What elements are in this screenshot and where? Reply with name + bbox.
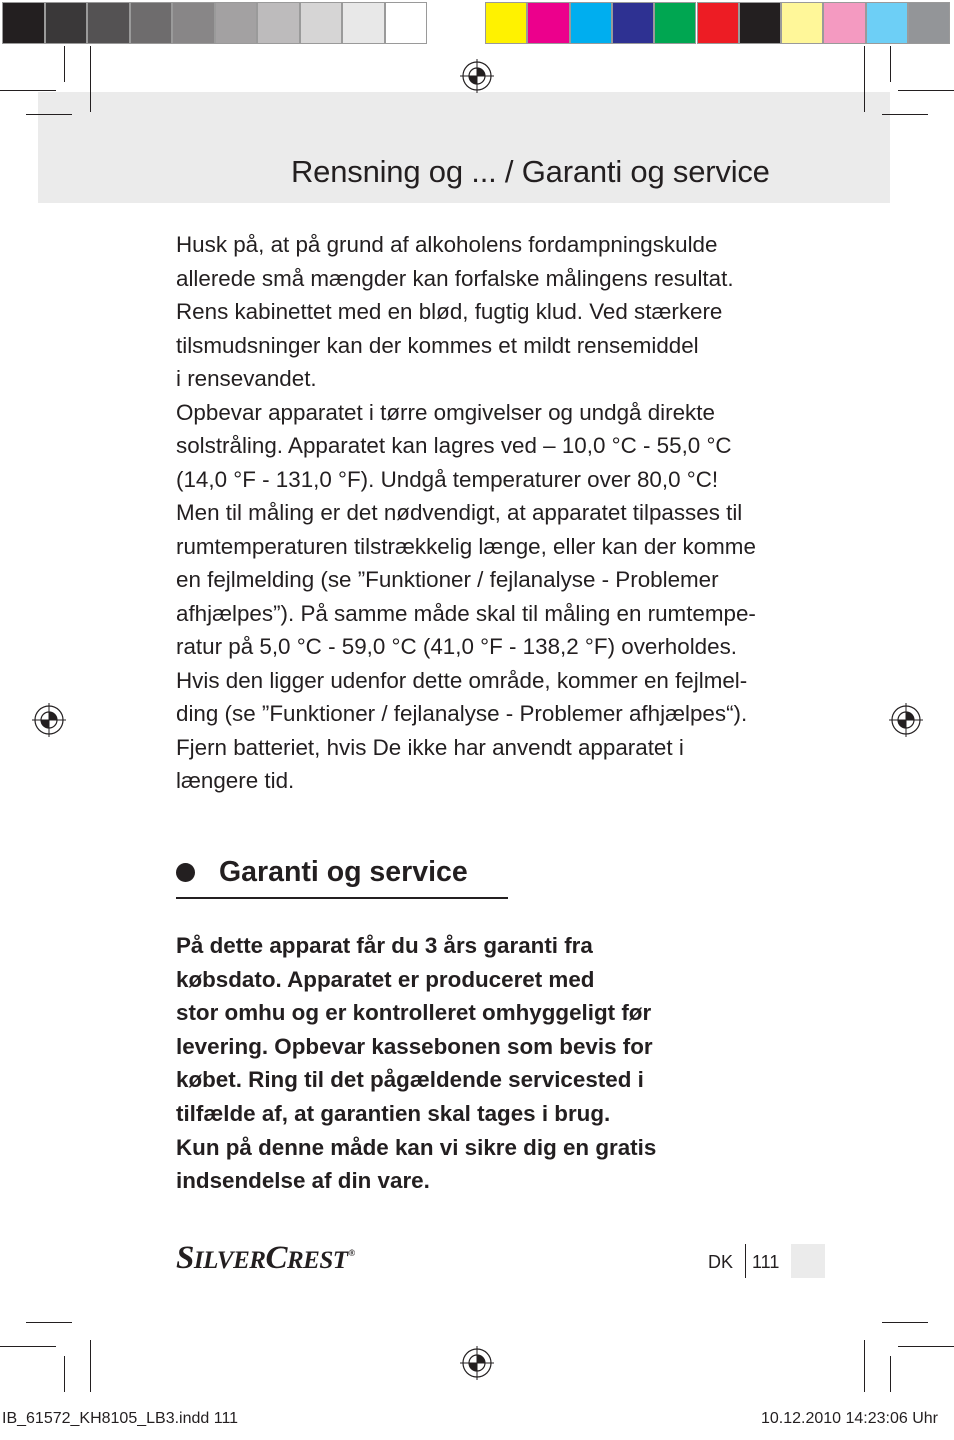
registration-target-icon	[32, 703, 66, 737]
crop-mark	[26, 1322, 72, 1323]
body-line: Opbevar apparatet i tørre omgivelser og undgå direkte	[176, 399, 715, 425]
page-tab-box	[791, 1244, 825, 1278]
crop-mark	[882, 114, 928, 115]
warranty-line: Kun på denne måde kan vi sikre dig en gratis	[176, 1134, 657, 1160]
color-swatch	[527, 2, 569, 44]
crop-mark	[26, 114, 72, 115]
color-swatch	[908, 2, 950, 44]
color-swatch	[385, 2, 428, 44]
color-swatch	[45, 2, 88, 44]
body-line: en fejlmelding (se ”Funktioner / fejlanalyse - Problemer	[176, 567, 719, 592]
warranty-line: På dette apparat får du 3 års garanti fra	[176, 933, 593, 958]
crop-mark	[64, 46, 65, 82]
body-line: rumtemperaturen tilstrækkelig længe, eller kan der komme	[176, 533, 756, 559]
body-line: Fjern batteriet, hvis De ikke har anvendt apparatet i	[176, 734, 684, 760]
color-swatch	[739, 2, 781, 44]
crop-mark	[898, 1346, 954, 1347]
print-slug-filename: IB_61572_KH8105_LB3.indd 111	[2, 1410, 239, 1427]
color-swatch	[823, 2, 865, 44]
color-swatch	[342, 2, 385, 44]
body-line: længere tid.	[176, 768, 295, 793]
body-line: ding (se ”Funktioner / fejlanalyse - Problemer afhjælpes“).	[176, 701, 748, 726]
color-swatch	[781, 2, 823, 44]
body-line: i rensevandet.	[176, 366, 317, 391]
warranty-line: stor omhu og er kontrolleret omhyggeligt før	[176, 1000, 652, 1026]
crop-mark	[90, 46, 91, 112]
registration-target-icon	[889, 703, 923, 737]
crop-mark	[882, 1322, 928, 1323]
color-swatch	[300, 2, 343, 44]
crop-mark	[890, 46, 891, 82]
body-line: Men til måling er det nødvendigt, at apparatet tilpasses til	[176, 500, 743, 525]
color-swatch	[485, 2, 527, 44]
color-swatch	[2, 2, 45, 44]
crop-mark	[64, 1356, 65, 1392]
color-swatch	[130, 2, 173, 44]
warranty-line: tilfælde af, at garantien skal tages i brug.	[176, 1100, 611, 1126]
page-number: 111	[752, 1252, 780, 1272]
warranty-line: indsendelse af din vare.	[176, 1168, 430, 1194]
body-line: afhjælpes”). På samme måde skal til måling en rumtempe-	[176, 600, 756, 626]
body-line: (14,0 °F - 131,0 °F). Undgå temperaturer over 80,0 °C!	[176, 466, 719, 492]
warranty-paragraph	[176, 929, 796, 1198]
footer-divider	[745, 1244, 746, 1278]
color-swatch	[87, 2, 130, 44]
color-swatch	[654, 2, 696, 44]
body-line: ratur på 5,0 °C - 59,0 °C (41,0 °F - 138,2 °F) overholdes.	[176, 634, 738, 659]
body-line: Hvis den ligger udenfor dette område, kommer en fejlmel-	[176, 667, 748, 693]
section-heading-underline	[176, 897, 508, 899]
body-line: tilsmudsninger kan der kommes et mildt rensemiddel	[176, 332, 699, 358]
crop-mark	[0, 90, 56, 91]
crop-mark	[0, 1346, 56, 1347]
color-swatch	[612, 2, 654, 44]
body-line: solstråling. Apparatet kan lagres ved – 10,0 °C - 55,0 °C	[176, 433, 732, 458]
crop-mark	[864, 46, 865, 112]
warranty-line: købsdato. Apparatet er produceret med	[176, 966, 595, 992]
language-code: DK	[708, 1252, 734, 1272]
color-swatch	[172, 2, 215, 44]
silvercrest-logo: SILVERCREST®	[176, 1240, 355, 1276]
registration-target-icon	[460, 1346, 494, 1380]
color-calibration-bar	[0, 0, 954, 46]
color-swatch	[697, 2, 739, 44]
section-title: Garanti og service	[219, 856, 468, 888]
page-title: Rensning og ... / Garanti og service	[291, 154, 770, 189]
body-line: allerede små mængder kan forfalske målingens resultat.	[176, 265, 734, 291]
warranty-line: levering. Opbevar kassebonen som bevis for	[176, 1033, 653, 1059]
color-swatch	[866, 2, 908, 44]
color-swatch	[257, 2, 300, 44]
bullet-icon	[176, 863, 195, 882]
crop-mark	[864, 1340, 865, 1392]
section-heading	[176, 856, 468, 889]
color-swatch	[215, 2, 258, 44]
crop-mark	[898, 90, 954, 91]
crop-mark	[890, 1356, 891, 1392]
crop-mark	[90, 1340, 91, 1392]
print-slug-timestamp: 10.12.2010 14:23:06 Uhr	[760, 1410, 938, 1427]
body-line: Rens kabinettet med en blød, fugtig klud. Ved stærkere	[176, 299, 723, 324]
color-swatch	[570, 2, 612, 44]
registration-target-icon	[460, 59, 494, 93]
body-line: Husk på, at på grund af alkoholens fordampningskulde	[176, 232, 718, 257]
warranty-line: købet. Ring til det pågældende servicested i	[176, 1067, 644, 1093]
body-paragraphs	[176, 228, 796, 798]
